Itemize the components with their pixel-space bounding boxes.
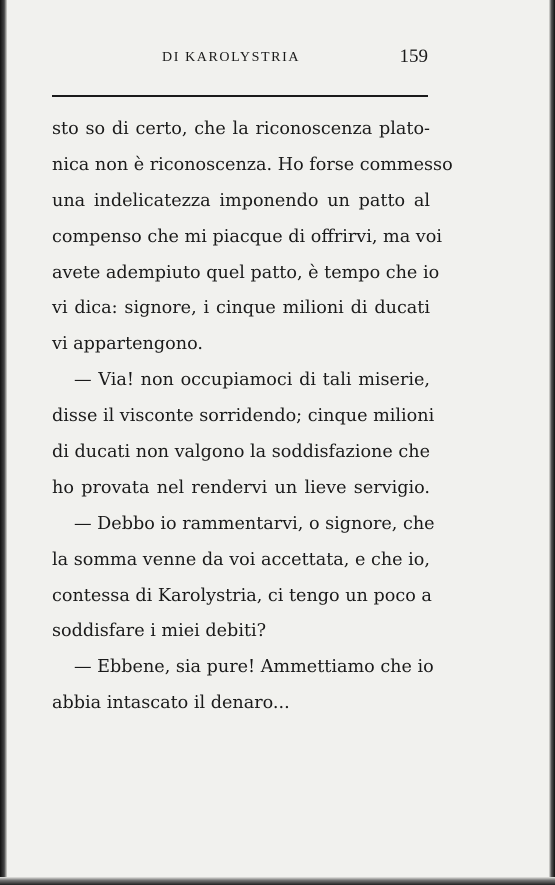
text-line: abbia intascato il denaro... [52,693,290,714]
scan-edge-left [0,0,7,885]
text-line: vi dica: signore, i cinque milioni di ducati [52,298,430,319]
text-line: vi appartengono. [52,334,203,355]
text-line: ho provata nel rendervi un lieve servigio. [52,477,430,498]
scan-edge-bottom [0,877,555,885]
text-line: una indelicatezza imponendo un patto al [52,190,430,211]
text-line: la somma venne da voi accettata, e che io, [52,549,430,570]
text-line: sto so di certo, che la riconoscenza plato- [52,119,430,139]
running-head [52,46,428,72]
text-line: avete adempiuto quel patto, è tempo che io [52,262,440,283]
scan-edge-right [549,0,555,885]
text-line: disse il visconte sorridendo; cinque milioni [52,406,435,427]
running-title: DI KAROLYSTRIA [162,50,301,65]
text-line: — Via! non occupiamoci di tali miserie, [74,370,430,391]
header-rule [52,95,428,97]
text-line: compenso che mi piacque di offrirvi, ma voi [52,226,442,247]
text-line: contessa di Karolystria, ci tengo un poco a [52,585,432,606]
text-line: nica non è riconoscenza. Ho forse commesso [52,154,453,175]
page-number: 159 [399,46,428,67]
text-line: di ducati non valgono la soddisfazione che [52,442,430,463]
body-text [52,112,453,722]
text-line: — Debbo io rammentarvi, o signore, che [74,513,435,534]
text-line: — Ebbene, sia pure! Ammettiamo che io [74,657,434,678]
text-line: soddisfare i miei debiti? [52,621,267,642]
